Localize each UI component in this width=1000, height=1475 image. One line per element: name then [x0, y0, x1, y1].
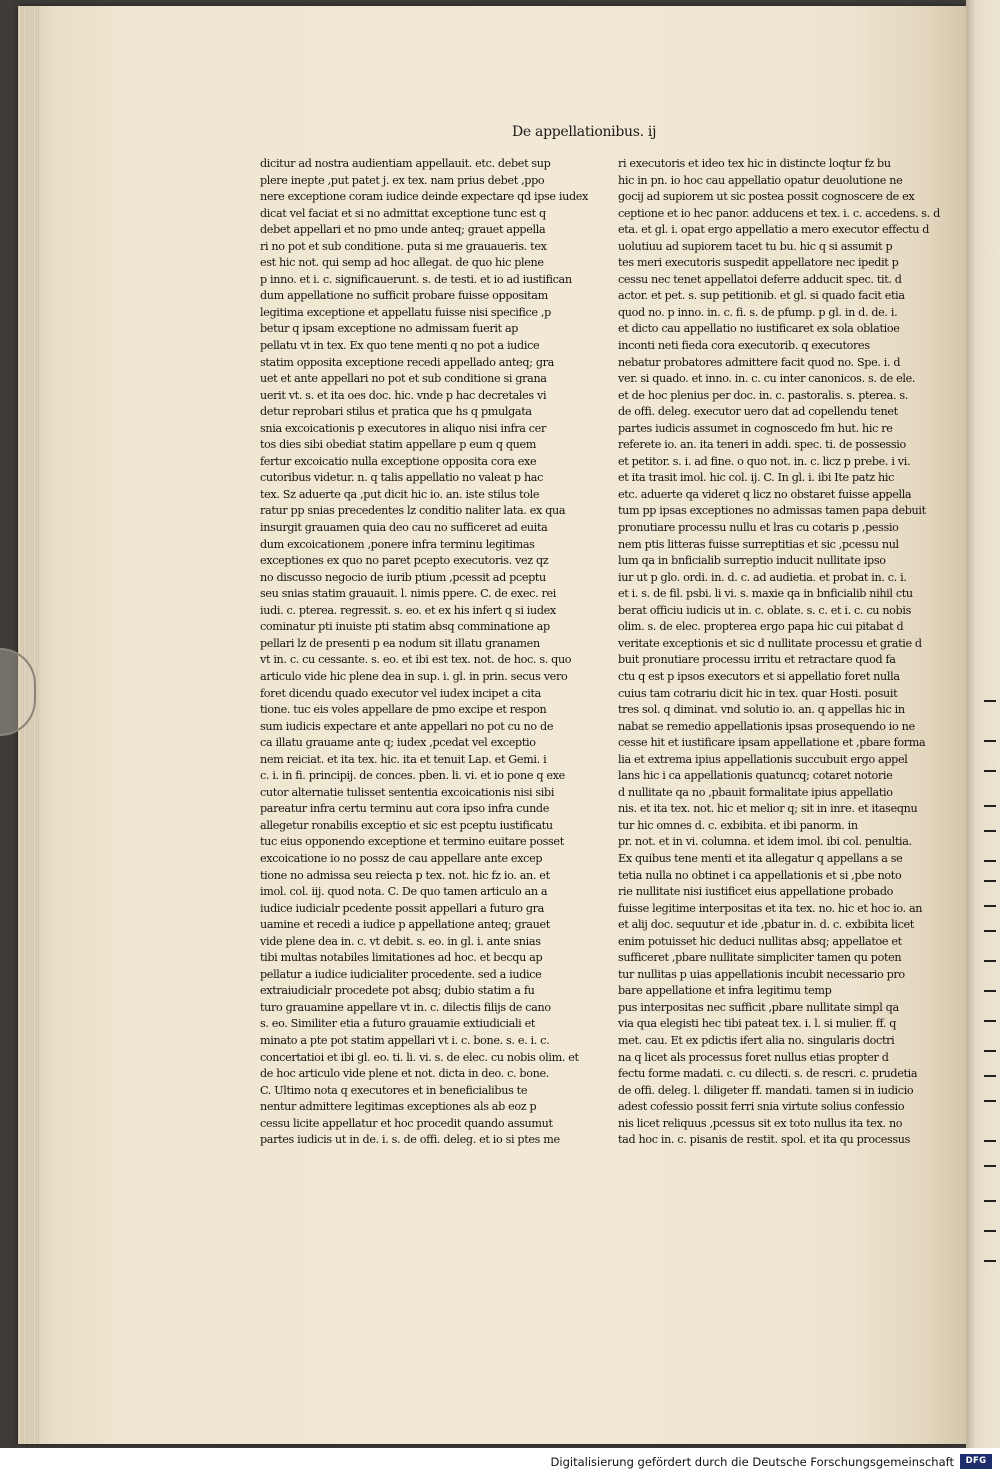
- text-line: uolutiuu ad supiorem tacet tu bu. hic q si assumit p: [618, 239, 893, 253]
- text-line: p inno. et i. c. significauerunt. s. de testi. et io ad iustifican: [260, 272, 572, 286]
- text-line: berat officiu iudicis ut in. c. oblate. s. c. et i. c. cu nobis: [618, 603, 911, 617]
- text-line: vide plene dea in. c. vt debit. s. eo. in gl. i. ante snias: [260, 934, 541, 948]
- text-line: cessu nec tenet appellatoi deferre adducit spec. tit. d: [618, 272, 902, 286]
- text-line: ratur pp snias precedentes lz conditio naliter lata. ex qua: [260, 504, 566, 518]
- text-line: etc. aduerte qa videret q licz no obstaret fuisse appella: [618, 487, 912, 501]
- text-line: fectu forme madati. c. cu dilecti. s. de rescri. c. prudetia: [618, 1067, 918, 1081]
- text-line: ca illatu grauame ante q; iudex ,pcedat vel exceptio: [260, 736, 536, 750]
- facing-page-text-fragment: [984, 770, 996, 772]
- text-line: et alij doc. sequutur et ide ,pbatur in. d. c. exbibita licet: [618, 918, 914, 932]
- text-line: vt in. c. cu cessante. s. eo. et ibi est tex. not. de hoc. s. quo: [260, 653, 572, 667]
- text-line: allegetur ronabilis exceptio et sic est pceptu iustificatu: [260, 818, 553, 832]
- text-line: Ex quibus tene menti et ita allegatur q appellans a se: [618, 851, 903, 865]
- text-line: rie nullitate nisi iustificet eius appellatione probado: [618, 885, 894, 899]
- text-line: nem ptis litteras fuisse surreptitias et sic ,pcessu nul: [618, 537, 899, 551]
- text-line: dicat vel faciat et si no admittat exceptione tunc est q: [260, 206, 546, 220]
- text-line: et ita trasit imol. hic col. ij. C. In gl. i. ibi Ite patz hic: [618, 471, 895, 485]
- running-head: De appellationibus. ij: [512, 124, 657, 140]
- text-line: nabat se remedio appellationis ipsas prosequendo io ne: [618, 719, 915, 733]
- text-line: ri no pot et sub conditione. puta si me grauaueris. tex: [260, 239, 547, 253]
- text-line: pellatur a iudice iudicialiter procedente. sed a iudice: [260, 967, 542, 981]
- text-line: sum iudicis expectare et ante appellari no pot cu no de: [260, 719, 554, 733]
- facing-page-text-fragment: [984, 830, 996, 832]
- facing-page-text-fragment: [984, 1075, 996, 1077]
- text-line: nebatur probatores admittere facit quod no. Spe. i. d: [618, 355, 901, 369]
- text-line: hic in pn. io hoc cau appellatio opatur deuolutione ne: [618, 173, 903, 187]
- text-line: et de hoc plenius per doc. in. c. pastoralis. s. pterea. s.: [618, 388, 909, 402]
- text-line: tione no admissa seu reiecta p tex. not. hic fz io. an. et: [260, 868, 550, 882]
- text-line: tibi multas notabiles limitationes ad hoc. et becqu ap: [260, 951, 543, 965]
- text-line: C. Ultimo nota q executores et in beneficialibus te: [260, 1083, 528, 1097]
- text-line: enim potuisset hic deduci nullitas absq; appellatoe et: [618, 934, 902, 948]
- facing-page-text-fragment: [984, 960, 996, 962]
- book-page: [18, 6, 966, 1444]
- text-line: dicitur ad nostra audientiam appellauit. etc. debet sup: [260, 157, 551, 170]
- text-line: partes iudicis assumet in cognoscedo fm hut. hic re: [618, 421, 893, 435]
- text-line: et petitor. s. i. ad fine. o quo not. in. c. licz p prebe. i vi.: [618, 454, 911, 468]
- text-line: dum appellatione no sufficit probare fuisse oppositam: [260, 289, 548, 303]
- text-line: articulo vide hic plene dea in sup. i. gl. in prin. secus vero: [260, 669, 568, 683]
- text-line: adest cofessio possit ferri snia virtute solius confessio: [618, 1100, 905, 1114]
- dfg-logo: DFG: [960, 1454, 992, 1469]
- text-line: referete io. an. ita teneri in addi. spec. ti. de possessio: [618, 438, 906, 452]
- text-line: uamine et recedi a iudice p appellatione anteq; grauet: [260, 918, 550, 932]
- text-line: est hic not. qui semp ad hoc allegat. de quo hic plene: [260, 256, 544, 270]
- text-line: cominatur pti inuiste pti statim absq comminatione ap: [260, 620, 550, 634]
- text-line: pronutiare processu nullu et lras cu cotaris p ,pessio: [618, 521, 899, 535]
- facing-page-text-fragment: [984, 1230, 996, 1232]
- facing-page-text-fragment: [984, 1020, 996, 1022]
- text-line: de offi. deleg. l. diligeter ff. mandati. tamen si in iudicio: [618, 1083, 914, 1097]
- facing-page-text-fragment: [984, 880, 996, 882]
- facing-page-text-fragment: [984, 930, 996, 932]
- right-text-column: [618, 156, 940, 1149]
- text-line: minato a pte pot statim appellari vt i. c. bone. s. e. i. c.: [260, 1033, 550, 1047]
- text-line: legitima exceptione et appellatu fuisse nisi specifice ,p: [260, 305, 551, 319]
- text-line: cuius tam cotrariu dicit hic in tex. quar Hosti. posuit: [618, 686, 898, 700]
- facing-page-text-fragment: [984, 700, 996, 702]
- text-line: excoicatione io no possz de cau appellare ante excep: [260, 851, 543, 865]
- text-line: uet et ante appellari no pot et sub conditione si grana: [260, 372, 547, 386]
- facing-page-edge: [966, 0, 1000, 1448]
- text-line: tos dies sibi obediat statim appellare p eum q quem: [260, 438, 537, 452]
- text-line: iudice iudicialr pcedente possit appellari a futuro gra: [260, 901, 544, 915]
- text-line: partes iudicis ut in de. i. s. de offi. deleg. et io si ptes me: [260, 1133, 560, 1147]
- text-line: nem reiciat. et ita tex. hic. ita et tenuit Lap. et Gemi. i: [260, 752, 547, 766]
- text-line: tum pp ipsas exceptiones no admissas tamen papa debuit: [618, 504, 926, 518]
- text-line: imol. col. iij. quod nota. C. De quo tamen articulo an a: [260, 885, 548, 899]
- text-line: s. eo. Similiter etia a futuro grauamie extiudiciali et: [260, 1017, 536, 1031]
- text-line: via qua elegisti hec tibi pateat tex. i. l. si mulier. ff. q: [618, 1017, 897, 1031]
- text-line: plere inepte ,put patet j. ex tex. nam prius debet ,ppo: [260, 173, 545, 187]
- text-line: actor. et pet. s. sup petitionib. et gl. si quado facit etia: [618, 289, 905, 303]
- text-line: cutoribus videtur. n. q talis appellatio no valeat p hac: [260, 471, 544, 485]
- text-line: tetia nulla no obtinet i ca appellationis et si ,pbe noto: [618, 868, 902, 882]
- text-line: et dicto cau appellatio no iustificaret ex sola oblatioe: [618, 322, 900, 336]
- facing-page-text-fragment: [984, 1050, 996, 1052]
- text-line: nis. et ita tex. not. hic et melior q; sit in inre. et itaseqnu: [618, 802, 918, 816]
- text-line: uerit vt. s. et ita oes doc. hic. vnde p hac decretales vi: [260, 388, 547, 402]
- text-line: tres sol. q diminat. vnd solutio io. an. q appellas hic in: [618, 703, 905, 717]
- text-line: foret dicendu quado executor vel iudex incipet a cita: [260, 686, 541, 700]
- text-line: cutor alternatie tulisset sententia excoicationis nisi sibi: [260, 785, 555, 799]
- facing-page-text-fragment: [984, 740, 996, 742]
- text-line: quod no. p inno. in. c. fi. s. de pfump. p gl. in d. de. i.: [618, 305, 898, 319]
- text-line: exceptiones ex quo no paret pcepto executoris. vez qz: [260, 554, 549, 568]
- text-line: nis licet reliquus ,pcessus sit ex toto nullus ita tex. no: [618, 1116, 903, 1130]
- text-line: ri executoris et ideo tex hic in distincte loqtur fz bu: [618, 157, 891, 170]
- text-line: pus interpositas nec sufficit ,pbare nullitate simpl qa: [618, 1000, 899, 1014]
- text-line: tex. Sz aduerte qa ,put dicit hic io. an. iste stilus tole: [260, 487, 540, 501]
- text-line: extraiudicialr procedete pot absq; dubio statim a fu: [260, 984, 535, 998]
- text-line: tuc eius opponendo exceptione et termino euitare posset: [260, 835, 564, 849]
- text-line: tes meri executoris suspedit appellatore nec ipedit p: [618, 256, 899, 270]
- text-line: seu snias statim grauauit. l. nimis ppere. C. de exec. rei: [260, 587, 556, 601]
- text-line: fertur excoicatio nulla exceptione opposita cora exe: [260, 454, 537, 468]
- text-line: tur nullitas p uias appellationis incubit necessario pro: [618, 967, 905, 981]
- text-line: debet appellari et no pmo unde anteq; grauet appella: [260, 223, 546, 237]
- text-line: sufficeret ,pbare nullitate simpliciter tamen qu poten: [618, 951, 902, 965]
- text-line: ceptione et io hec panor. adducens et tex. i. c. accedens. s. d: [618, 206, 940, 220]
- text-line: lum qa in bnficialib surreptio inducit nullitate ipso: [618, 554, 886, 568]
- text-line: iudi. c. pterea. regressit. s. eo. et ex his infert q si iudex: [260, 603, 556, 617]
- text-line: bare appellatione et infra legitimu temp: [618, 984, 832, 998]
- text-line: pellatu vt in tex. Ex quo tene menti q no pot a iudice: [260, 339, 540, 353]
- text-line: insurgit grauamen quia deo cau no sufficeret ad euita: [260, 521, 548, 535]
- text-line: snia excoicationis p executores in aliquo nisi infra cer: [260, 421, 546, 435]
- text-line: buit pronutiare processu irritu et retractare quod fa: [618, 653, 896, 667]
- text-line: veritate exceptionis et sic d nullitate processu et gratie d: [618, 636, 922, 650]
- text-line: concertatioi et ibi gl. eo. ti. li. vi. s. de elec. cu nobis olim. et: [260, 1050, 579, 1064]
- text-line: gocij ad supiorem ut sic postea possit cognoscere de ex: [618, 190, 915, 204]
- text-line: pellari lz de presenti p ea nodum sit illatu granamen: [260, 636, 540, 650]
- facing-page-text-fragment: [984, 860, 996, 862]
- facing-page-text-fragment: [984, 1200, 996, 1202]
- funding-notice: Digitalisierung gefördert durch die Deutsche Forschungsgemeinschaft: [550, 1455, 954, 1469]
- text-line: lia et extrema ipius appellationis succubuit ergo appel: [618, 752, 908, 766]
- text-line: iur ut p glo. ordi. in. d. c. ad audietia. et probat in. c. i.: [618, 570, 907, 584]
- facing-page-text-fragment: [984, 1260, 996, 1262]
- text-line: detur reprobari stilus et pratica que hs q pmulgata: [260, 405, 532, 419]
- footer-bar: [0, 1448, 1000, 1475]
- text-line: ctu q est p ipsos executors et si appellatio foret nulla: [618, 669, 900, 683]
- text-line: et i. s. de fil. psbi. li vi. s. maxie qa in bnficialib nihil ctu: [618, 587, 913, 601]
- text-line: de hoc articulo vide plene et not. dicta in deo. c. bone.: [260, 1067, 549, 1081]
- text-line: no discusso negocio de iurib ptium ,pcessit ad pceptu: [260, 570, 546, 584]
- text-line: lans hic i ca appellationis quatuncq; cotaret notorie: [618, 769, 893, 783]
- text-line: nentur admittere legitimas exceptiones als ab eoz p: [260, 1100, 537, 1114]
- left-text-column: [260, 156, 589, 1149]
- text-line: pr. not. et in vi. columna. et idem imol. ibi col. penultia.: [618, 835, 912, 849]
- text-line: cessu licite appellatur et hoc procedit quando assumut: [260, 1116, 553, 1130]
- text-line: met. cau. Et ex pdictis ifert alia no. singularis doctri: [618, 1033, 895, 1047]
- text-line: turo grauamine appellare vt in. c. dilectis filijs de cano: [260, 1000, 551, 1014]
- text-line: tur hic omnes d. c. exbibita. et ibi panorm. in: [618, 818, 858, 832]
- text-line: betur q ipsam exceptione no admissam fuerit ap: [260, 322, 519, 336]
- text-line: c. i. in fi. principij. de conces. pben. li. vi. et io pone q exe: [260, 769, 565, 783]
- facing-page-text-fragment: [984, 1165, 996, 1167]
- text-line: de offi. deleg. executor uero dat ad copellendu tenet: [618, 405, 898, 419]
- facing-page-text-fragment: [984, 905, 996, 907]
- facing-page-text-fragment: [984, 1100, 996, 1102]
- text-line: pareatur infra certu terminu aut cora ipso infra cunde: [260, 802, 550, 816]
- facing-page-text-fragment: [984, 990, 996, 992]
- text-line: inconti neti fieda cora executorib. q executores: [618, 339, 870, 353]
- text-line: tad hoc in. c. pisanis de restit. spol. et ita qu processus: [618, 1133, 911, 1147]
- text-line: olim. s. de elec. propterea ergo papa hic cui pitabat d: [618, 620, 904, 634]
- text-line: cesse hit et iustificare ipsam appellatione et ,pbare forma: [618, 736, 926, 750]
- text-line: eta. et gl. i. opat ergo appellatio a mero executor effectu d: [618, 223, 930, 237]
- text-line: nere exceptione coram iudice deinde expectare qd ipse iudex: [260, 190, 589, 204]
- text-line: d nullitate qa no ,pbauit formalitate ipius appellatio: [618, 785, 893, 799]
- text-line: fuisse legitime interpositas et ita tex. no. hic et hoc io. an: [618, 901, 923, 915]
- facing-page-text-fragment: [984, 805, 996, 807]
- facing-page-text-fragment: [984, 1140, 996, 1142]
- text-line: dum excoicationem ,ponere infra terminu legitimas: [260, 537, 535, 551]
- text-line: na q licet als processus foret nullus etias propter d: [618, 1050, 889, 1064]
- text-line: tione. tuc eis voles appellare de pmo excipe et respon: [260, 703, 547, 717]
- text-line: ver. si quado. et inno. in. c. cu inter canonicos. s. de ele.: [618, 372, 916, 386]
- text-line: statim opposita exceptione recedi appellado anteq; gra: [260, 355, 554, 369]
